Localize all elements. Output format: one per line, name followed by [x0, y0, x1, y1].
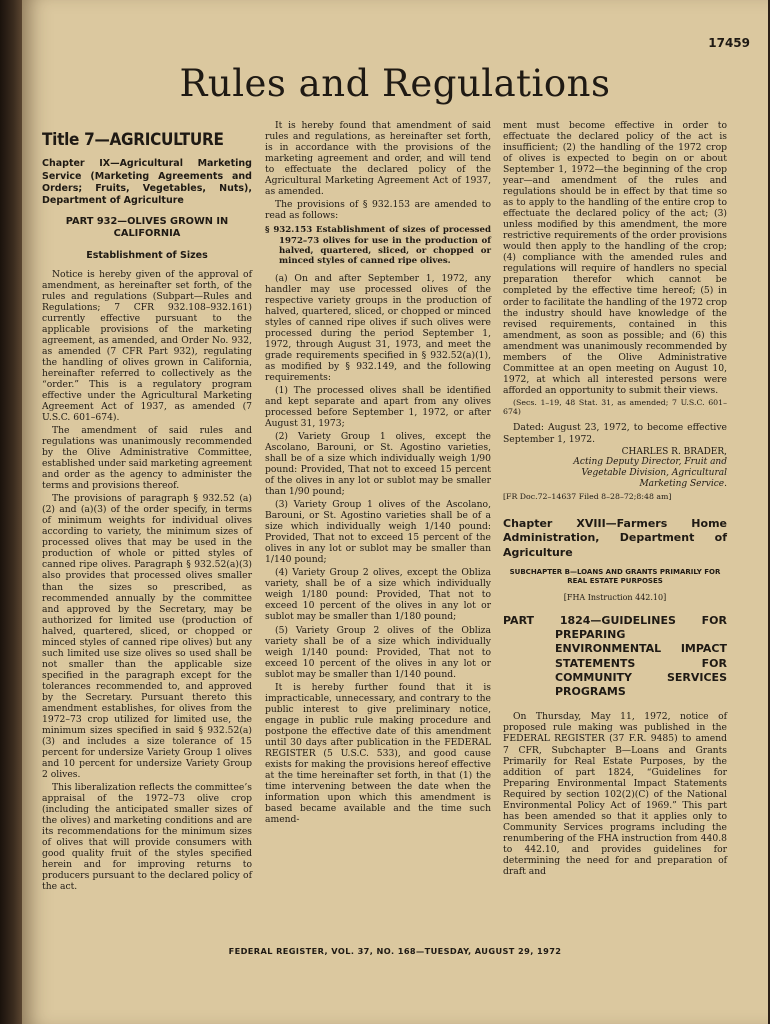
dated-line: Dated: August 23, 1972, to become effective September 1, 1972.: [503, 422, 727, 445]
binding-spine: [0, 0, 22, 1024]
section-heading: § 932.153 Establishment of sizes of processed 1972–73 olives for use in the production of halved, quartered, sliced, or chopped or minced styles of canned ripe olives.: [265, 225, 491, 267]
page-footer: FEDERAL REGISTER, VOL. 37, NO. 168—TUESDAY, AUGUST 29, 1972: [228, 946, 562, 956]
subheading: Establishment of Sizes: [86, 250, 208, 262]
paragraph: (2) Variety Group 1 olives, except the Ascolano, Barouni, or St. Agostino varieties, shall be of a size which individually weigh 1/90 pound: Provided, That not to exceed 15 percent of the olives in any lot or sublot may be smaller than 1/90 pound;: [265, 430, 491, 498]
paragraph: (1) The processed olives shall be identified and kept separate and apart from any olives processed before September 1, 1972, or after August 31, 1973;: [265, 384, 491, 429]
paragraph: (3) Variety Group 1 olives of the Ascolano, Barouni, or St. Agostino varieties shall be of a size which individually weigh 1/140 pound: Provided, That not to exceed 15 percent of the olives in any lot or sublot may be smaller than 1/140 pound;: [265, 499, 491, 566]
signature-block: [503, 447, 727, 490]
paragraph: (4) Variety Group 2 olives, except the Obliza variety, shall be of a size which individually weigh 1/180 pound: Provided, That not to exceed 10 percent of the olives in any lot or sublot may be smaller than 1/180 pound;: [265, 567, 491, 623]
column-3: [503, 120, 727, 879]
paragraph: It is hereby found that amendment of said rules and regulations, as hereinafter set forth, is in accordance with the provisions of the marketing agreement and order, and will tend to effectuate the declared policy of the Agricultural Marketing Agreement Act of 1937, as amended.: [265, 120, 491, 198]
paragraph: (5) Variety Group 2 olives of the Obliza variety shall be of a size which individually weigh 1/140 pound: Provided, That not to exceed 10 percent of the olives in any lot or sublot may be smaller than 1/140 pound.: [265, 624, 491, 680]
page-title: Rules and Regulations: [179, 62, 611, 105]
paragraph: This liberalization reflects the committee’s appraisal of the 1972–73 olive crop (including the anticipated smaller sizes of the olives) and marketing conditions and are its recommendations for the minimum sizes of olives that will provide consumers with good quality fruit of the styles specified herein and for improving returns to producers pursuant to the declared policy of the act.: [42, 782, 252, 893]
chapter-heading: Chapter IX—Agricultural Marketing Service (Marketing Agreements and Orders; Fruits, Vegetables, Nuts), Department of Agriculture: [42, 158, 252, 207]
subchapter-heading: SUBCHAPTER B—LOANS AND GRANTS PRIMARILY FOR REAL ESTATE PURPOSES: [509, 567, 721, 586]
paragraph: The provisions of paragraph § 932.52 (a)(2) and (a)(3) of the order specify, in terms of minimum weights for individual olives according to variety, the minimum sizes of processed olives that may be used in the production of whole or pitted styles of canned ripe olives. Paragraph § 932.52(a)(3) also provides that processed olives smaller than the sizes so prescribed, as recommended annually by the committee and approved by the Secretary, may be authorized for limited use (production of halved, quartered, sliced, or chopped or minced styles of canned ripe olives) but any such limited use size olives so used shall be not smaller than the applicable size specified in the paragraph except for the tolerances recommended to, and approved by the Secretary. Pursuant thereto this amendment establishes, for olives from the 1972–73 crop utilized for limited use, the minimum sizes specified in said § 932.52(a)(3) and includes a size tolerance of 15 percent for undersize Variety Group 1 olives and 10 percent for undersize Variety Group 2 olives.: [42, 493, 252, 781]
fr-doc-line: [FR Doc.72–14637 Filed 8–28–72;8:48 am]: [503, 491, 672, 501]
paragraph: On Thursday, May 11, 1972, notice of proposed rule making was published in the FEDERAL REGISTER (37 F.R. 9485) to amend 7 CFR, Subchapter B—Loans and Grants Primarily for Real Estate Purposes, by the addition of part 1824, “Guidelines for Preparing Environmental Impact Statements Required by section 102(2)(C) of the National Environmental Policy Act of 1969.” This part has been amended so that it applies only to Community Services programs including the renumbering of the FHA instruction from 440.8 to 442.10, and provides guidelines for determining the need for and preparation of draft and: [503, 711, 727, 877]
paragraph: The amendment of said rules and regulations was unanimously recommended by the Olive Administrative Committee, established under said marketing agreement and order as the agency to administer the terms and provisions thereof.: [42, 425, 252, 492]
part-heading: PART 932—OLIVES GROWN IN CALIFORNIA: [65, 215, 229, 239]
paragraph: (a) On and after September 1, 1972, any handler may use processed olives of the respective variety groups in the production of halved, quartered, sliced, or chopped or minced styles of canned ripe olives if such olives were processed during the period September 1, 1972, through August 31, 1973, and meet the grade requirements specified in § 932.52(a)(1), as modified by § 932.149, and the following requirements:: [265, 272, 491, 383]
signer-name: CHARLES R. BRADER,: [621, 446, 727, 457]
signer-title: Acting Deputy Director, Fruit and Vegetable Division, Agricultural Marketing Service.: [573, 457, 727, 489]
paragraph: Notice is hereby given of the approval of amendment, as hereinafter set forth, of the rules and regulations (Subpart—Rules and Regulations; 7 CFR 932.108–932.161) currently effective pursuant to the applicable provisions of the marketing agreement, as amended, and Order No. 932, as amended (7 CFR Part 932), regulating the handling of olives grown in California, hereinafter referred to collectively as the “order.” This is a regulatory program effective under the Agricultural Marketing Agreement Act of 1937, as amended (7 U.S.C. 601–674).: [42, 268, 252, 424]
paragraph: It is hereby further found that it is impracticable, unnecessary, and contrary to the public interest to give preliminary notice, engage in public rule making procedure and postpone the effective date of this amendment until 30 days after publication in the FEDERAL REGISTER (5 U.S.C. 533), and good cause exists for making the provisions hereof effective at the time hereinafter set forth, in that (1) the time intervening between the date when the information upon which this amendment is based became available and the time such amend-: [265, 681, 491, 826]
part-heading: PART 1824—GUIDELINES FOR PREPARING ENVIRONMENTAL IMPACT STATEMENTS FOR COMMUNITY SERVICES PROGRAMS: [503, 613, 727, 699]
paragraph: ment must become effective in order to effectuate the declared policy of the act is insufficient; (2) the handling of the 1972 crop of olives is expected to begin on or about September 1, 1972—the beginning of the crop year—and amendment of the rules and regulations should be in effect by that time so as to apply to the handling of the entire crop to effectuate the declared policy of the act; (3) unless modified by this amendment, the more restrictive requirements of the order provisions would then apply to the handling of the crop; (4) compliance with the amended rules and regulations will require of handlers no special preparation therefor which cannot be completed by the effective time hereof; (5) in order to facilitate the handling of the 1972 crop the industry should have knowledge of the revised requirements, contained in this amendment, as soon as possible; and (6) this amendment was unanimously recommended by members of the Olive Administrative Committee at an open meeting on August 10, 1972, at which all interested persons were afforded an opportunity to submit their views.: [503, 120, 727, 396]
title-heading: Title 7—AGRICULTURE: [42, 130, 224, 150]
document-page: [22, 0, 768, 1024]
page-number: 17459: [708, 36, 750, 50]
chapter-heading: Chapter XVIII—Farmers Home Administration, Department of Agriculture: [503, 517, 727, 559]
paragraph: The provisions of § 932.153 are amended to read as follows:: [265, 199, 491, 222]
column-1: [42, 120, 252, 894]
citation: (Secs. 1–19, 48 Stat. 31, as amended; 7 U.S.C. 601–674): [503, 397, 727, 417]
instruction-line: [FHA Instruction 442.10]: [563, 592, 667, 602]
column-2: [265, 120, 491, 827]
